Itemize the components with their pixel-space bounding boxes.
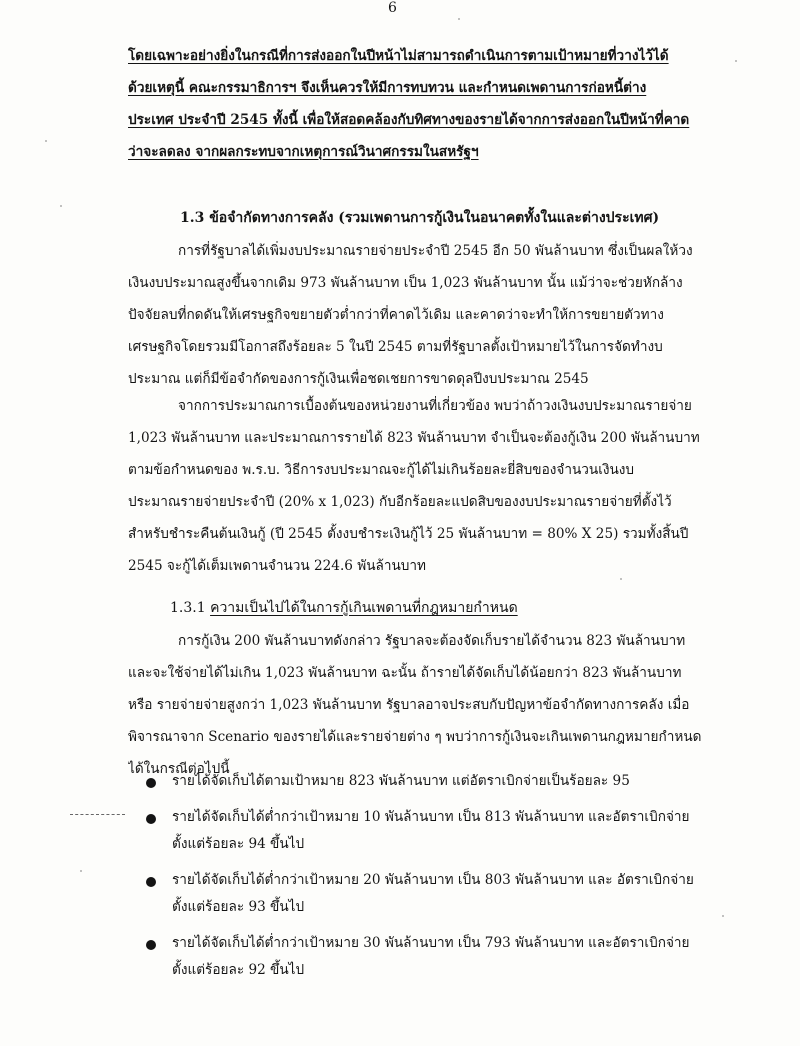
scan-speck <box>80 870 82 872</box>
subsection-number: 1.3.1 <box>170 600 206 616</box>
bullet-line: รายได้จัดเก็บได้ต่ำกว่าเป้าหมาย 30 พันล้านบาท เป็น 793 พันล้านบาท และอัตราเบิกจ่าย <box>172 935 690 951</box>
scan-speck <box>620 578 622 580</box>
bullet-icon <box>146 814 156 824</box>
subsection-heading <box>170 597 518 619</box>
paragraph-line: การที่รัฐบาลได้เพิ่มงบประมาณรายจ่ายประจำปี 2545 อีก 50 พันล้านบาท ซึ่งเป็นผลให้วง <box>178 243 693 259</box>
section-heading: 1.3 ข้อจำกัดทางการคลัง (รวมเพดานการกู้เงินในอนาคตทั้งในและต่างประเทศ) <box>180 210 660 226</box>
subsection-title: ความเป็นไปได้ในการกู้เกินเพดานที่กฎหมายกำหนด <box>210 600 518 616</box>
intro-line: ว่าจะลดลง จากผลกระทบจากเหตุการณ์วินาศกรรมในสหรัฐฯ <box>128 144 479 160</box>
paragraph-line: สำหรับชำระคืนต้นเงินกู้ (ปี 2545 ตั้งงบชำระเงินกู้ไว้ 25 พันล้านบาท = 80% X 25) รวมทั้งสิ้นปี <box>128 526 689 542</box>
bullet-line: รายได้จัดเก็บได้ต่ำกว่าเป้าหมาย 10 พันล้านบาท เป็น 813 พันล้านบาท และอัตราเบิกจ่าย <box>172 809 690 825</box>
paragraph-line: และจะใช้จ่ายได้ไม่เกิน 1,023 พันล้านบาท ฉะนั้น ถ้ารายได้จัดเก็บได้น้อยกว่า 823 พันล้านบาท <box>128 665 682 681</box>
paragraph-line: ปัจจัยลบที่กดดันให้เศรษฐกิจขยายตัวต่ำกว่าที่คาดไว้เดิม และคาดว่าจะทำให้การขยายตัวทาง <box>128 307 664 323</box>
intro-line: โดยเฉพาะอย่างยิ่งในกรณีที่การส่งออกในปีหน้าไม่สามารถดำเนินการตามเป้าหมายที่วางไว้ได้ <box>128 48 669 64</box>
paragraph-fiscal-budget <box>128 235 708 395</box>
paragraph-line: หรือ รายจ่ายจ่ายสูงกว่า 1,023 พันล้านบาท รัฐบาลอาจประสบกับปัญหาข้อจำกัดทางการคลัง เมื่อ <box>128 697 690 713</box>
scenario-bullet-list <box>140 768 710 993</box>
bullet-line: ตั้งแต่ร้อยละ 92 ขึ้นไป <box>172 962 305 978</box>
bullet-icon <box>146 877 156 887</box>
paragraph-line: 1,023 พันล้านบาท และประมาณการรายได้ 823 พันล้านบาท จำเป็นจะต้องกู้เงิน 200 พันล้านบาท <box>128 430 700 446</box>
intro-line: ประเทศ ประจำปี 2545 ทั้งนี้ เพื่อให้สอดคล้องกับทิศทางของรายได้จากการส่งออกในปีหน้าที่คาด <box>128 112 690 128</box>
paragraph-line: จากการประมาณการเบื้องต้นของหน่วยงานที่เกี่ยวข้อง พบว่าถ้าวงเงินงบประมาณรายจ่าย <box>178 398 692 414</box>
bullet-line: รายได้จัดเก็บได้ตามเป้าหมาย 823 พันล้านบาท แต่อัตราเบิกจ่ายเป็นร้อยละ 95 <box>172 773 630 789</box>
bullet-icon <box>146 940 156 950</box>
list-item <box>140 768 710 795</box>
page-number: 6 <box>388 0 397 16</box>
list-item <box>140 804 710 858</box>
list-item <box>140 930 710 984</box>
paragraph-line: ตามข้อกำหนดของ พ.ร.บ. วิธีการงบประมาณจะกู้ได้ไม่เกินร้อยละยี่สิบของจำนวนเงินงบ <box>128 462 635 478</box>
scan-speck <box>458 18 460 20</box>
scan-speck <box>722 915 724 917</box>
bullet-line: รายได้จัดเก็บได้ต่ำกว่าเป้าหมาย 20 พันล้านบาท เป็น 803 พันล้านบาท และ อัตราเบิกจ่าย <box>172 872 694 888</box>
intro-paragraph <box>128 40 708 168</box>
paragraph-line: ได้ในกรณีต่อไปนี้ <box>128 761 230 777</box>
list-item <box>140 867 710 921</box>
scan-artifact-mark <box>70 814 125 816</box>
paragraph-borrowing-estimate <box>128 390 708 582</box>
bullet-icon <box>146 778 156 788</box>
paragraph-line: การกู้เงิน 200 พันล้านบาทดังกล่าว รัฐบาลจะต้องจัดเก็บรายได้จำนวน 823 พันล้านบาท <box>178 633 686 649</box>
paragraph-line: ประมาณรายจ่ายประจำปี (20% x 1,023) กับอีกร้อยละแปดสิบของงบประมาณรายจ่ายที่ตั้งไว้ <box>128 494 672 510</box>
paragraph-line: 2545 จะกู้ได้เต็มเพดานจำนวน 224.6 พันล้านบาท <box>128 558 426 574</box>
scan-speck <box>735 60 737 62</box>
bullet-line: ตั้งแต่ร้อยละ 93 ขึ้นไป <box>172 899 305 915</box>
paragraph-borrowing-feasibility <box>128 625 708 785</box>
paragraph-line: ประมาณ แต่ก็มีข้อจำกัดของการกู้เงินเพื่อชดเชยการขาดดุลปีงบประมาณ 2545 <box>128 371 589 387</box>
bullet-line: ตั้งแต่ร้อยละ 94 ขึ้นไป <box>172 836 305 852</box>
scan-speck <box>45 140 47 142</box>
paragraph-line: เศรษฐกิจโดยรวมมีโอกาสถึงร้อยละ 5 ในปี 2545 ตามที่รัฐบาลตั้งเป้าหมายไว้ในการจัดทำงบ <box>128 339 663 355</box>
intro-line: ด้วยเหตุนี้ คณะกรรมาธิการฯ จึงเห็นควรให้มีการทบทวน และกำหนดเพดานการก่อหนี้ต่าง <box>128 80 647 96</box>
paragraph-line: เงินงบประมาณสูงขึ้นจากเดิม 973 พันล้านบาท เป็น 1,023 พันล้านบาท นั้น แม้ว่าจะช่วยหักล้าง <box>128 275 683 291</box>
scan-speck <box>60 205 62 207</box>
paragraph-line: พิจารณาจาก Scenario ของรายได้และรายจ่ายต่าง ๆ พบว่าการกู้เงินจะเกินเพดานกฎหมายกำหนด <box>128 729 702 745</box>
